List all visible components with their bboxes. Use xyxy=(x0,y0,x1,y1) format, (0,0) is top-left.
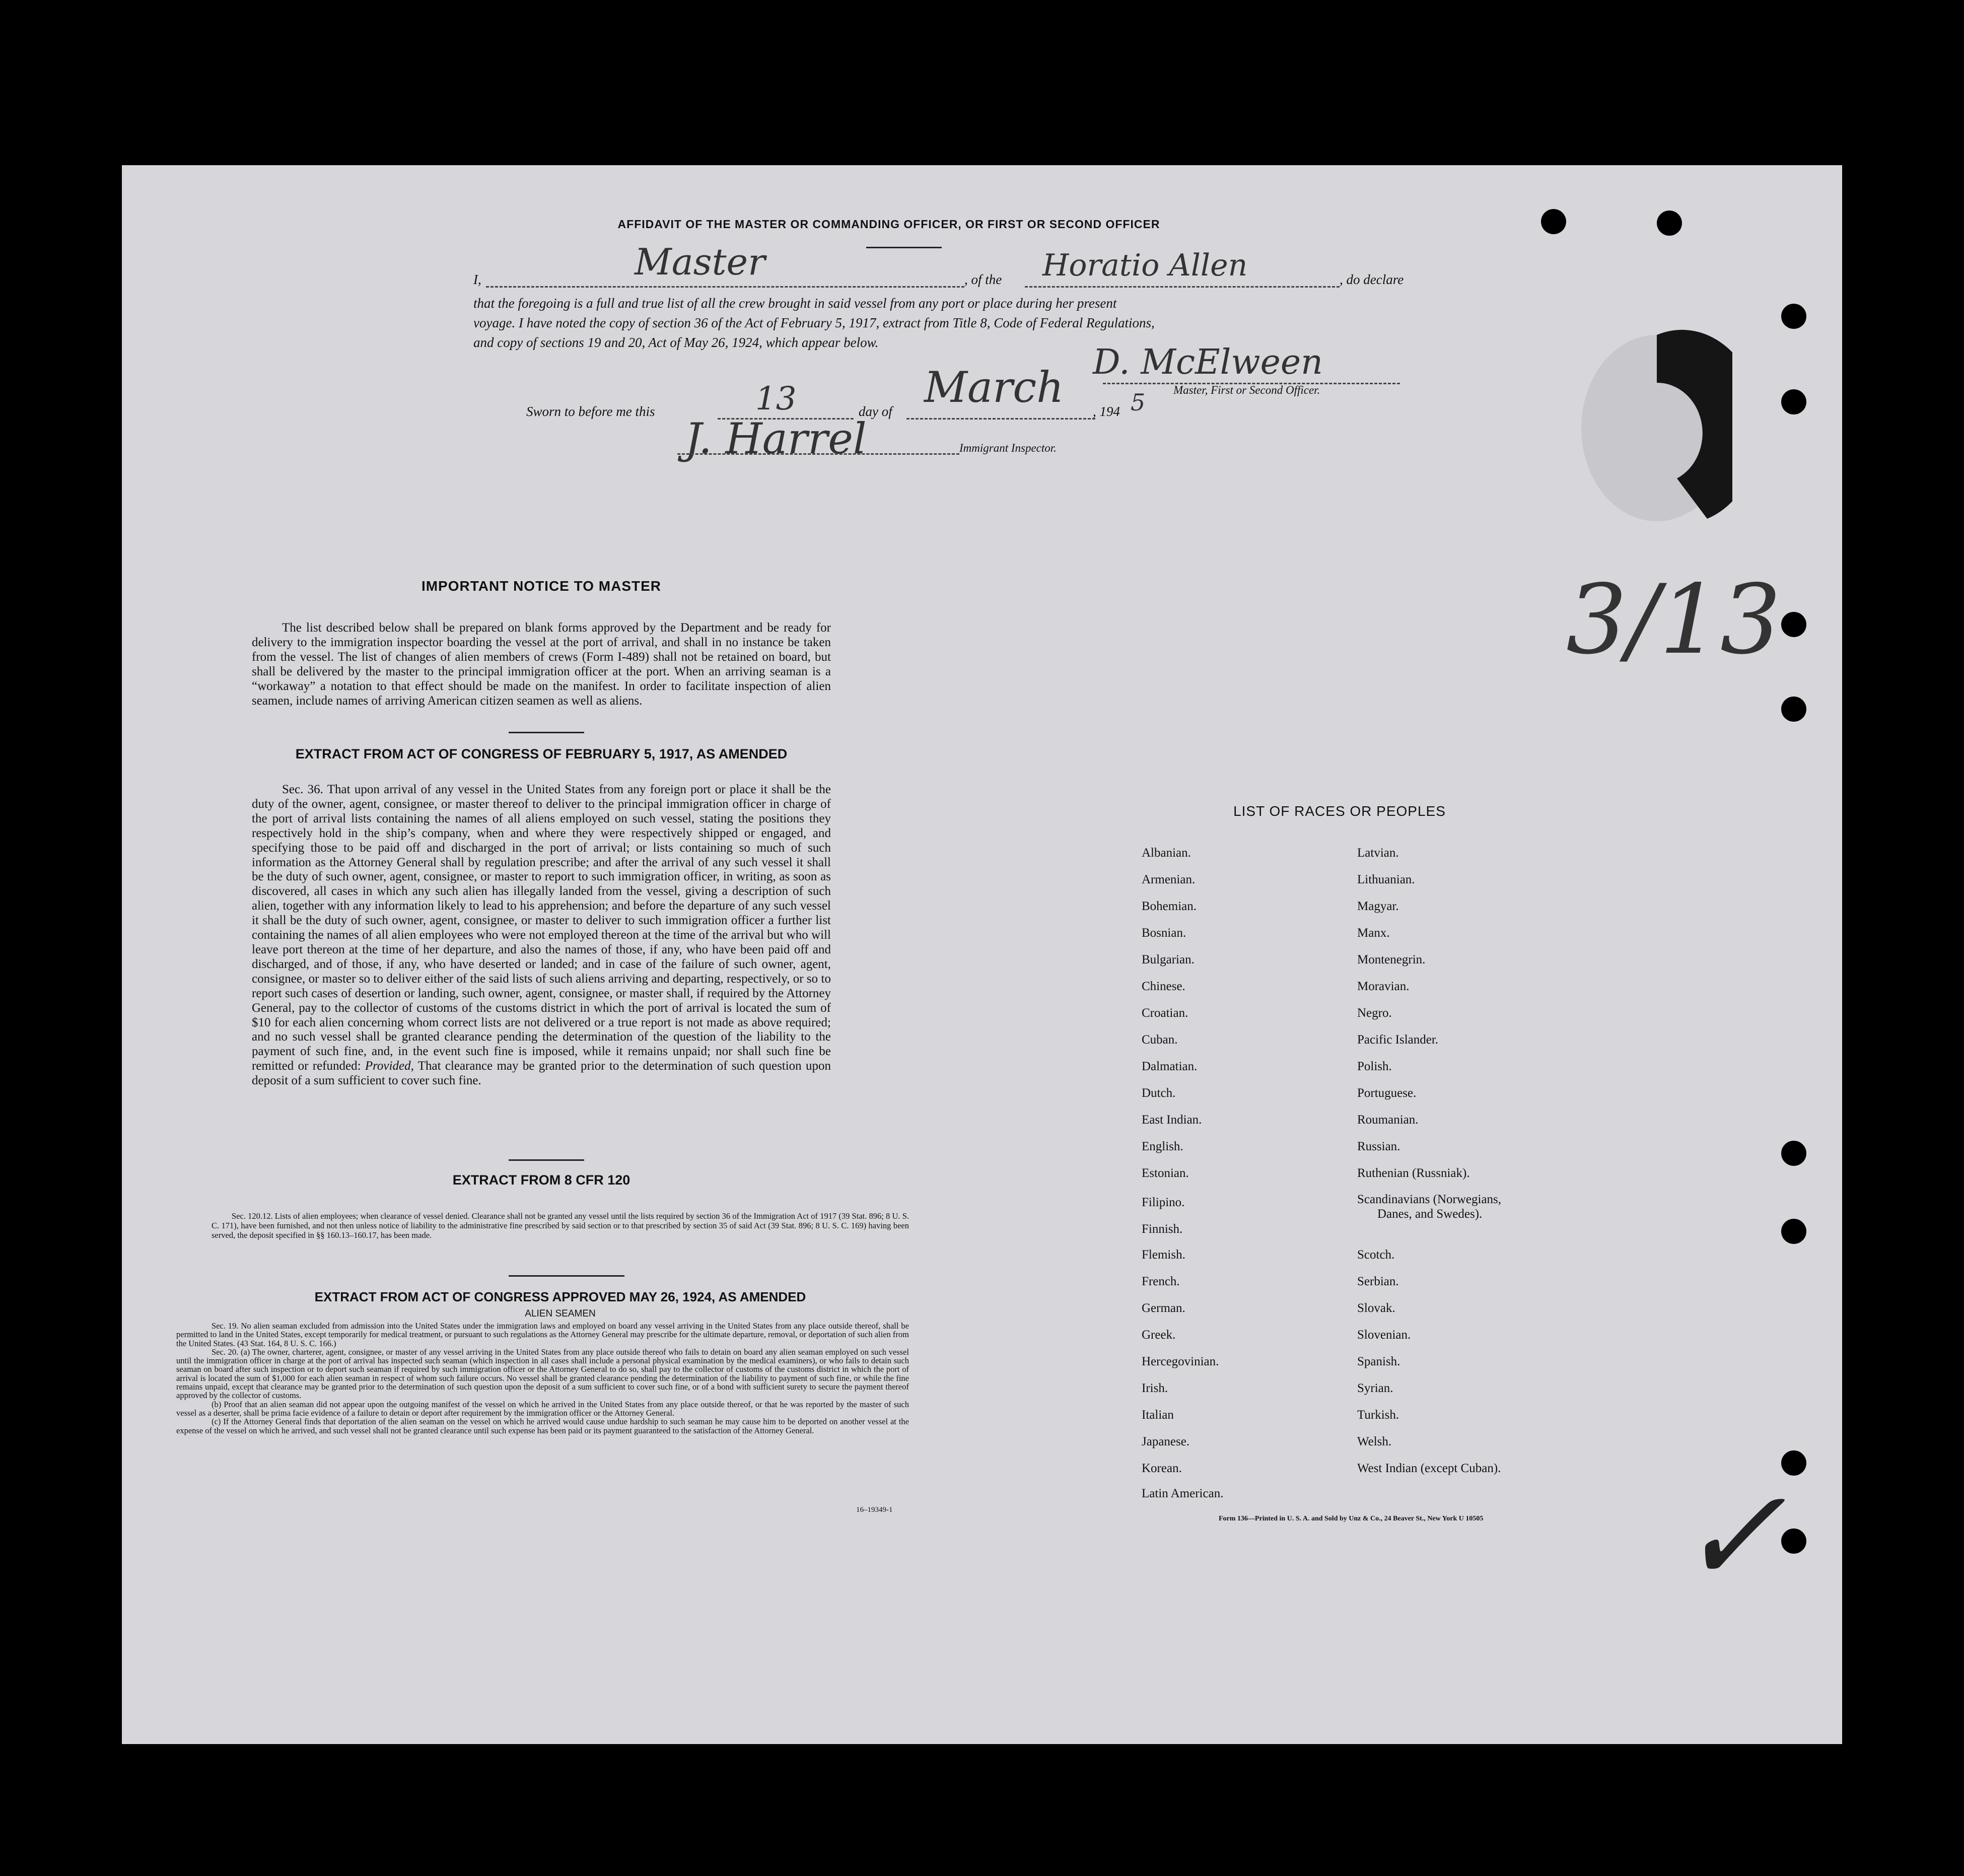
sec-20a-text: Sec. 20. (a) The owner, charterer, agent, consignee, or master of any vessel arriving in the United States from any place outside thereof who fails to detain on board any alien seaman employed on such vessel until the immigration officer in charge at the port of arrival has inspected such seaman (which inspection in all cases shall include a personal physical examination by the medical examiners), or who fails to detain such seaman on board after such inspection or to deport such seaman if required by such immigration officer or the Attorney General to do so, shall pay to the collector of customs of the customs district in which the port of arrival is located the sum of $1,000 for each alien seaman in respect of whom such failure occurs. No vessel shall be granted clearance pending the determination of the liability to payment of such fine, or while the fine remains unpaid, except that clearance may be granted prior to the determination of such question upon the deposit of a sum sufficient to cover such fine, or of a bond with sufficient surety to secure the payment thereof approved by the collector of customs. xyxy=(176,1347,909,1401)
race-item: West Indian (except Cuban). xyxy=(1357,1462,1501,1475)
sec-36-label: Sec. 36. xyxy=(282,783,323,796)
race-item: Dutch. xyxy=(1142,1086,1176,1100)
race-item: Hercegovinian. xyxy=(1142,1355,1219,1368)
punch-hole xyxy=(1541,209,1566,234)
race-item: Pacific Islander. xyxy=(1357,1033,1439,1047)
race-item: Turkish. xyxy=(1357,1408,1399,1422)
notice-text: The list described below shall be prepared on blank forms approved by the Department and be ready for delivery to the immigration inspector boarding the vessel at the port of arrival, and shall in no instance be taken from the vessel. The list of changes of alien members of crews (Form I-489) shall not be retained on board, but shall be delivered by the master to the principal immigration officer at the port. When an arriving seaman is a “workaway” a notation to that effect should be made on the manifest. In order to facilitate inspection of alien seamen, include names of arriving American citizen seamen as well as aliens. xyxy=(252,621,831,708)
extract-1924-body xyxy=(176,1322,909,1435)
race-item: Finnish. xyxy=(1142,1222,1183,1236)
race-item: Albanian. xyxy=(1142,846,1191,860)
punch-hole xyxy=(1781,1141,1806,1166)
race-item: Spanish. xyxy=(1357,1355,1400,1368)
race-item: Latin American. xyxy=(1142,1487,1224,1500)
sec-20c-text: (c) If the Attorney General finds that deportation of the alien seaman on the vessel on which he arrived would cause undue hardship to such seaman he may cause him to be deported on another vessel at the expense of the vessel on which he arrived, and such vessel shall not be granted clearance until such expense has been paid or its payment guaranteed to the satisfaction of the Attorney General. xyxy=(176,1417,909,1435)
race-item: Croatian. xyxy=(1142,1006,1188,1020)
race-item: Armenian. xyxy=(1142,873,1196,886)
race-item: Russian. xyxy=(1357,1140,1400,1153)
race-item: Italian xyxy=(1142,1408,1174,1422)
punch-hole xyxy=(1781,389,1806,414)
race-item: Japanese. xyxy=(1142,1435,1190,1448)
affidavit-title: AFFIDAVIT OF THE MASTER OR COMMANDING OFFICER, OR FIRST OR SECOND OFFICER xyxy=(617,218,1160,231)
sworn-month-line xyxy=(906,418,1095,420)
affidavit-body-line-2: voyage. I have noted the copy of section 36 of the Act of February 5, 1917, extract from Title 8, Code of Federal Regulations, xyxy=(473,315,1155,330)
race-item: Montenegrin. xyxy=(1357,953,1426,966)
inspector-line xyxy=(677,453,959,455)
affidavit-body-line-1: that the foregoing is a full and true list of all the crew brought in said vessel from any port or place during her present xyxy=(473,296,1117,311)
form-code: 16–19349-1 xyxy=(856,1506,893,1514)
race-item: Dalmatian. xyxy=(1142,1060,1198,1073)
extract-1924-subtitle: ALIEN SEAMEN xyxy=(525,1308,596,1319)
affidavit-i-label: I, xyxy=(473,272,481,287)
punch-hole xyxy=(1781,697,1806,722)
race-item: Filipino. xyxy=(1142,1196,1185,1209)
race-item: French. xyxy=(1142,1275,1180,1288)
of-the-label: , of the xyxy=(964,272,1002,287)
name-line xyxy=(486,286,964,288)
sworn-label: Sworn to before me this xyxy=(526,404,655,419)
section-divider xyxy=(509,1159,584,1161)
race-item: Danes, and Swedes). xyxy=(1377,1207,1483,1221)
punch-hole xyxy=(1781,304,1806,329)
race-item: Portuguese. xyxy=(1357,1086,1417,1100)
year-prefix: , 194 xyxy=(1093,404,1120,419)
inspector-signature: J. Harrel xyxy=(685,414,867,463)
race-item: English. xyxy=(1142,1140,1183,1153)
notice-title: IMPORTANT NOTICE TO MASTER xyxy=(421,578,662,594)
sworn-day-handwritten: 13 xyxy=(755,380,797,418)
race-item: Syrian. xyxy=(1357,1381,1393,1395)
section-divider xyxy=(509,1275,624,1277)
sec-20b-text: (b) Proof that an alien seaman did not appear upon the outgoing manifest of the vessel on which he arrived in the United States from any place outside thereof, or that he was reported by the master of such vessel as a deserter, shall be prima facie evidence of a failure to detain or deport after requirement by the immigration officer or the Attorney General. xyxy=(176,1399,909,1418)
extract-1924-title: EXTRACT FROM ACT OF CONGRESS APPROVED MAY 26, 1924, AS AMENDED xyxy=(314,1289,806,1304)
race-item: Magyar. xyxy=(1357,899,1399,913)
punch-hole xyxy=(1657,211,1682,236)
provided-text: That clearance may be granted prior to the determination of such question upon deposit of a sum sufficient to cover such fine. xyxy=(252,1059,831,1088)
cfr-title: EXTRACT FROM 8 CFR 120 xyxy=(452,1172,630,1188)
race-item: Welsh. xyxy=(1357,1435,1392,1448)
day-of-label: day of xyxy=(859,404,892,419)
race-item: Bulgarian. xyxy=(1142,953,1195,966)
race-item: East Indian. xyxy=(1142,1113,1202,1127)
race-item: Chinese. xyxy=(1142,980,1185,993)
race-item: Cuban. xyxy=(1142,1033,1178,1047)
extract-1917-title: EXTRACT FROM ACT OF CONGRESS OF FEBRUARY 5, 1917, AS AMENDED xyxy=(295,746,788,761)
race-item: German. xyxy=(1142,1301,1185,1315)
signature-caption: Master, First or Second Officer. xyxy=(1173,384,1320,396)
race-item: Ruthenian (Russniak). xyxy=(1357,1166,1470,1180)
race-item: Lithuanian. xyxy=(1357,873,1415,886)
race-item: Moravian. xyxy=(1357,980,1410,993)
extract-1917-body xyxy=(252,783,831,1088)
check-mark-handwritten: ✓ xyxy=(1677,1461,1787,1613)
affidavit-body-line-3: and copy of sections 19 and 20, Act of May 26, 1924, which appear below. xyxy=(473,335,879,350)
provided-label: Provided, xyxy=(365,1059,414,1073)
race-item: Scotch. xyxy=(1357,1248,1395,1262)
race-item: Latvian. xyxy=(1357,846,1399,860)
races-title: LIST OF RACES OR PEOPLES xyxy=(1233,803,1446,819)
race-item: Slovak. xyxy=(1357,1301,1395,1315)
race-item: Bohemian. xyxy=(1142,899,1197,913)
margin-note-handwritten: 3/13 xyxy=(1566,564,1781,675)
race-item: Slovenian. xyxy=(1357,1328,1411,1342)
master-signature: D. McElween xyxy=(1093,342,1323,382)
race-item: Bosnian. xyxy=(1142,926,1186,940)
vessel-line xyxy=(1025,286,1340,288)
punch-hole xyxy=(1781,612,1806,637)
year-digit-handwritten: 5 xyxy=(1131,389,1146,416)
inspector-caption: Immigrant Inspector. xyxy=(959,442,1057,454)
race-item: Irish. xyxy=(1142,1381,1168,1395)
cfr-text: Sec. 120.12. Lists of alien employees; when clearance of vessel denied. Clearance shall not be granted any vessel until the lists required by section 36 of the Immigration Act of 1917 (39 Stat. 896; 8 U. S. C. 171), have been furnished, and not then unless notice of liability to the administrative fine prescribed by said section or to that prescribed by section 35 of said Act (39 Stat. 896; 8 U. S. C. 169) having been served, the deposit specified in §§ 160.13–160.17, has been made. xyxy=(212,1211,909,1240)
title-divider xyxy=(866,247,942,248)
race-item: Roumanian. xyxy=(1357,1113,1419,1127)
master-handwritten: Master xyxy=(635,241,765,283)
sworn-month-handwritten: March xyxy=(924,363,1064,412)
race-item: Manx. xyxy=(1357,926,1390,940)
sec-19-text: Sec. 19. No alien seaman excluded from admission into the United States under the immigration laws and employed on board any vessel arriving in the United States from any place outside thereof, shall be permitted to land in the United States, except temporarily for medical treatment, or pursuant to such regulations as the Attorney General may prescribe for the ultimate departure, removal, or deportation of such alien from the United States. (43 Stat. 164, 8 U. S. C. 166.) xyxy=(176,1321,909,1348)
race-item: Greek. xyxy=(1142,1328,1176,1342)
race-item: Korean. xyxy=(1142,1462,1182,1475)
notary-seal xyxy=(1571,327,1732,529)
race-item: Estonian. xyxy=(1142,1166,1189,1180)
do-declare-label: , do declare xyxy=(1340,272,1404,287)
sec-36-text: That upon arrival of any vessel in the United States from any foreign port or place it shall be the duty of the owner, agent, consignee, or master thereof to deliver to the principal immigration officer in charge of the port of arrival lists containing the names of all aliens employed on such vessel, stating the positions they respectively hold in the ship’s company, when and where they were respectively shipped or engaged, and specifying those to be paid off and discharged in the port of arrival; or lists containing so much of such information as the Attorney General shall by regulation prescribe; and after the arrival of any such vessel it shall be the duty of such owner, agent, consignee, or master to report to such immigration officer, in writing, as soon as discovered, all cases in which any such alien has illegally landed from the vessel, giving a description of such alien, together with any information likely to lead to his apprehension; and before the departure of any such vessel it shall be the duty of such owner, agent, consignee, or master to deliver to such immigration officer a further list containing the names of all alien employees who were not employed thereon at the time of the arrival but who will leave port thereon at the time of her departure, and also the names of those, if any, who have been paid off and discharged, and of those, if any, who have deserted or landed; and in case of the failure of such owner, agent, consignee, or master so to deliver either of the said lists of such aliens arriving and departing, respectively, or so to report such cases of desertion or landing, such owner, agent, consignee, or master shall, if required by the Attorney General, pay to the collector of customs of the customs district in which the port of arrival is located the sum of $10 for each alien concerning whom correct lists are not delivered or a true report is not made as above required; and no such vessel shall be granted clearance pending the determination of the question of the liability to the payment of such fine, and, in the event such fine is imposed, while it remains unpaid; nor shall such fine be remitted or refunded: xyxy=(252,783,831,1073)
punch-hole xyxy=(1781,1219,1806,1244)
race-item: Negro. xyxy=(1357,1006,1392,1020)
race-item: Serbian. xyxy=(1357,1275,1399,1288)
printer-footer: Form 136—Printed in U. S. A. and Sold by Unz & Co., 24 Beaver St., New York U 10505 xyxy=(1219,1515,1484,1522)
vessel-handwritten: Horatio Allen xyxy=(1042,248,1248,283)
race-item: Flemish. xyxy=(1142,1248,1185,1262)
section-divider xyxy=(509,732,584,733)
race-item: Polish. xyxy=(1357,1060,1392,1073)
race-item: Scandinavians (Norwegians, xyxy=(1357,1193,1502,1206)
